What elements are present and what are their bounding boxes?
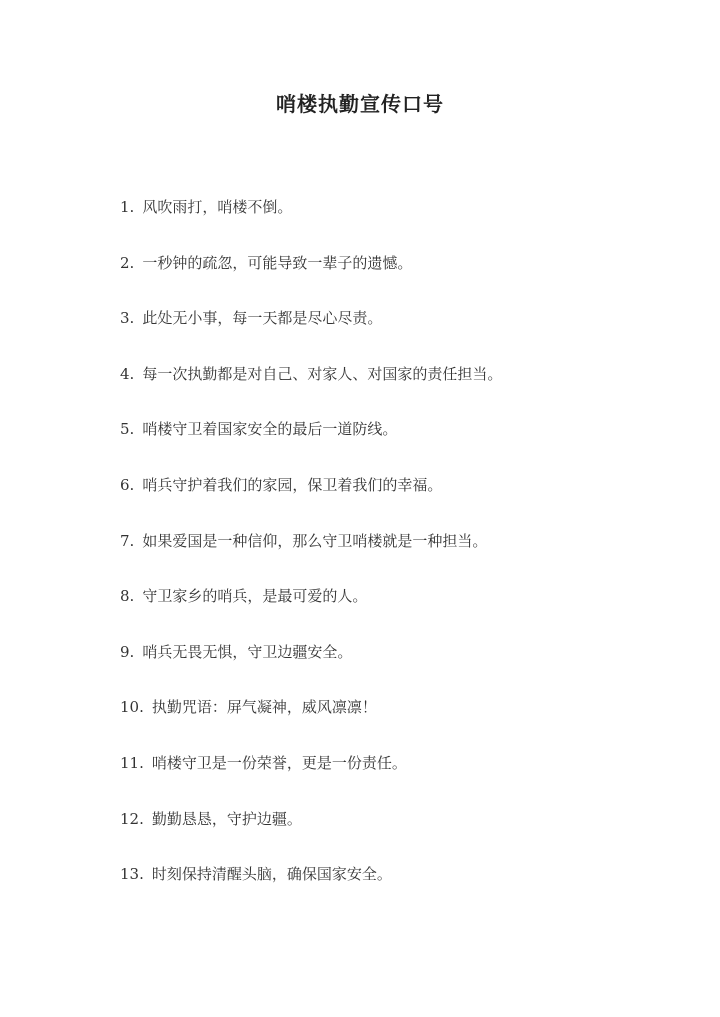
document-title: 哨楼执勤宣传口号 bbox=[276, 92, 444, 116]
list-item-text: 时刻保持清醒头脑，确保国家安全。 bbox=[151, 865, 392, 884]
list-item bbox=[120, 694, 680, 750]
list-item bbox=[120, 750, 680, 806]
list-item-number: 10. bbox=[120, 698, 144, 717]
list-item bbox=[120, 250, 680, 306]
list-item bbox=[120, 639, 680, 695]
list-item-number: 1. bbox=[120, 198, 135, 216]
list-item-text: 每一次执勤都是对自己、对家人、对国家的责任担当。 bbox=[142, 364, 503, 383]
list-item bbox=[120, 528, 680, 584]
list-item bbox=[120, 194, 680, 250]
list-item-number: 7. bbox=[120, 531, 135, 550]
slogan-list bbox=[120, 194, 680, 917]
list-item-number: 5. bbox=[120, 420, 135, 439]
list-item bbox=[120, 361, 680, 417]
list-item bbox=[120, 305, 680, 361]
list-item-number: 8. bbox=[120, 587, 135, 606]
list-item bbox=[120, 472, 680, 528]
list-item-text: 风吹雨打，哨楼不倒。 bbox=[142, 198, 293, 216]
list-item-number: 3. bbox=[120, 309, 135, 328]
list-item-number: 6. bbox=[120, 475, 135, 494]
list-item-number: 2. bbox=[120, 253, 135, 272]
list-item-text: 执勤咒语：屏气凝神，威风凛凛！ bbox=[151, 698, 377, 717]
list-item-number: 13. bbox=[120, 865, 144, 884]
list-item-text: 哨兵守护着我们的家园，保卫着我们的幸福。 bbox=[142, 475, 443, 494]
list-item-number: 4. bbox=[120, 364, 135, 383]
list-item-text: 哨兵无畏无惧，守卫边疆安全。 bbox=[142, 642, 353, 661]
list-item-text: 如果爱国是一种信仰，那么守卫哨楼就是一种担当。 bbox=[142, 531, 488, 550]
list-item bbox=[120, 416, 680, 472]
list-item-text: 守卫家乡的哨兵，是最可爱的人。 bbox=[142, 587, 368, 606]
list-item bbox=[120, 583, 680, 639]
list-item-text: 勤勤恳恳，守护边疆。 bbox=[151, 809, 302, 828]
list-item-text: 哨楼守卫是一份荣誉，更是一份责任。 bbox=[151, 753, 407, 772]
list-item-number: 9. bbox=[120, 642, 135, 661]
list-item bbox=[120, 806, 680, 862]
list-item-number: 12. bbox=[120, 809, 144, 828]
list-item-number: 11. bbox=[120, 753, 144, 772]
list-item bbox=[120, 861, 680, 917]
list-item-text: 哨楼守卫着国家安全的最后一道防线。 bbox=[142, 420, 398, 439]
list-item-text: 此处无小事，每一天都是尽心尽责。 bbox=[142, 309, 383, 328]
list-item-text: 一秒钟的疏忽，可能导致一辈子的遗憾。 bbox=[142, 253, 413, 272]
